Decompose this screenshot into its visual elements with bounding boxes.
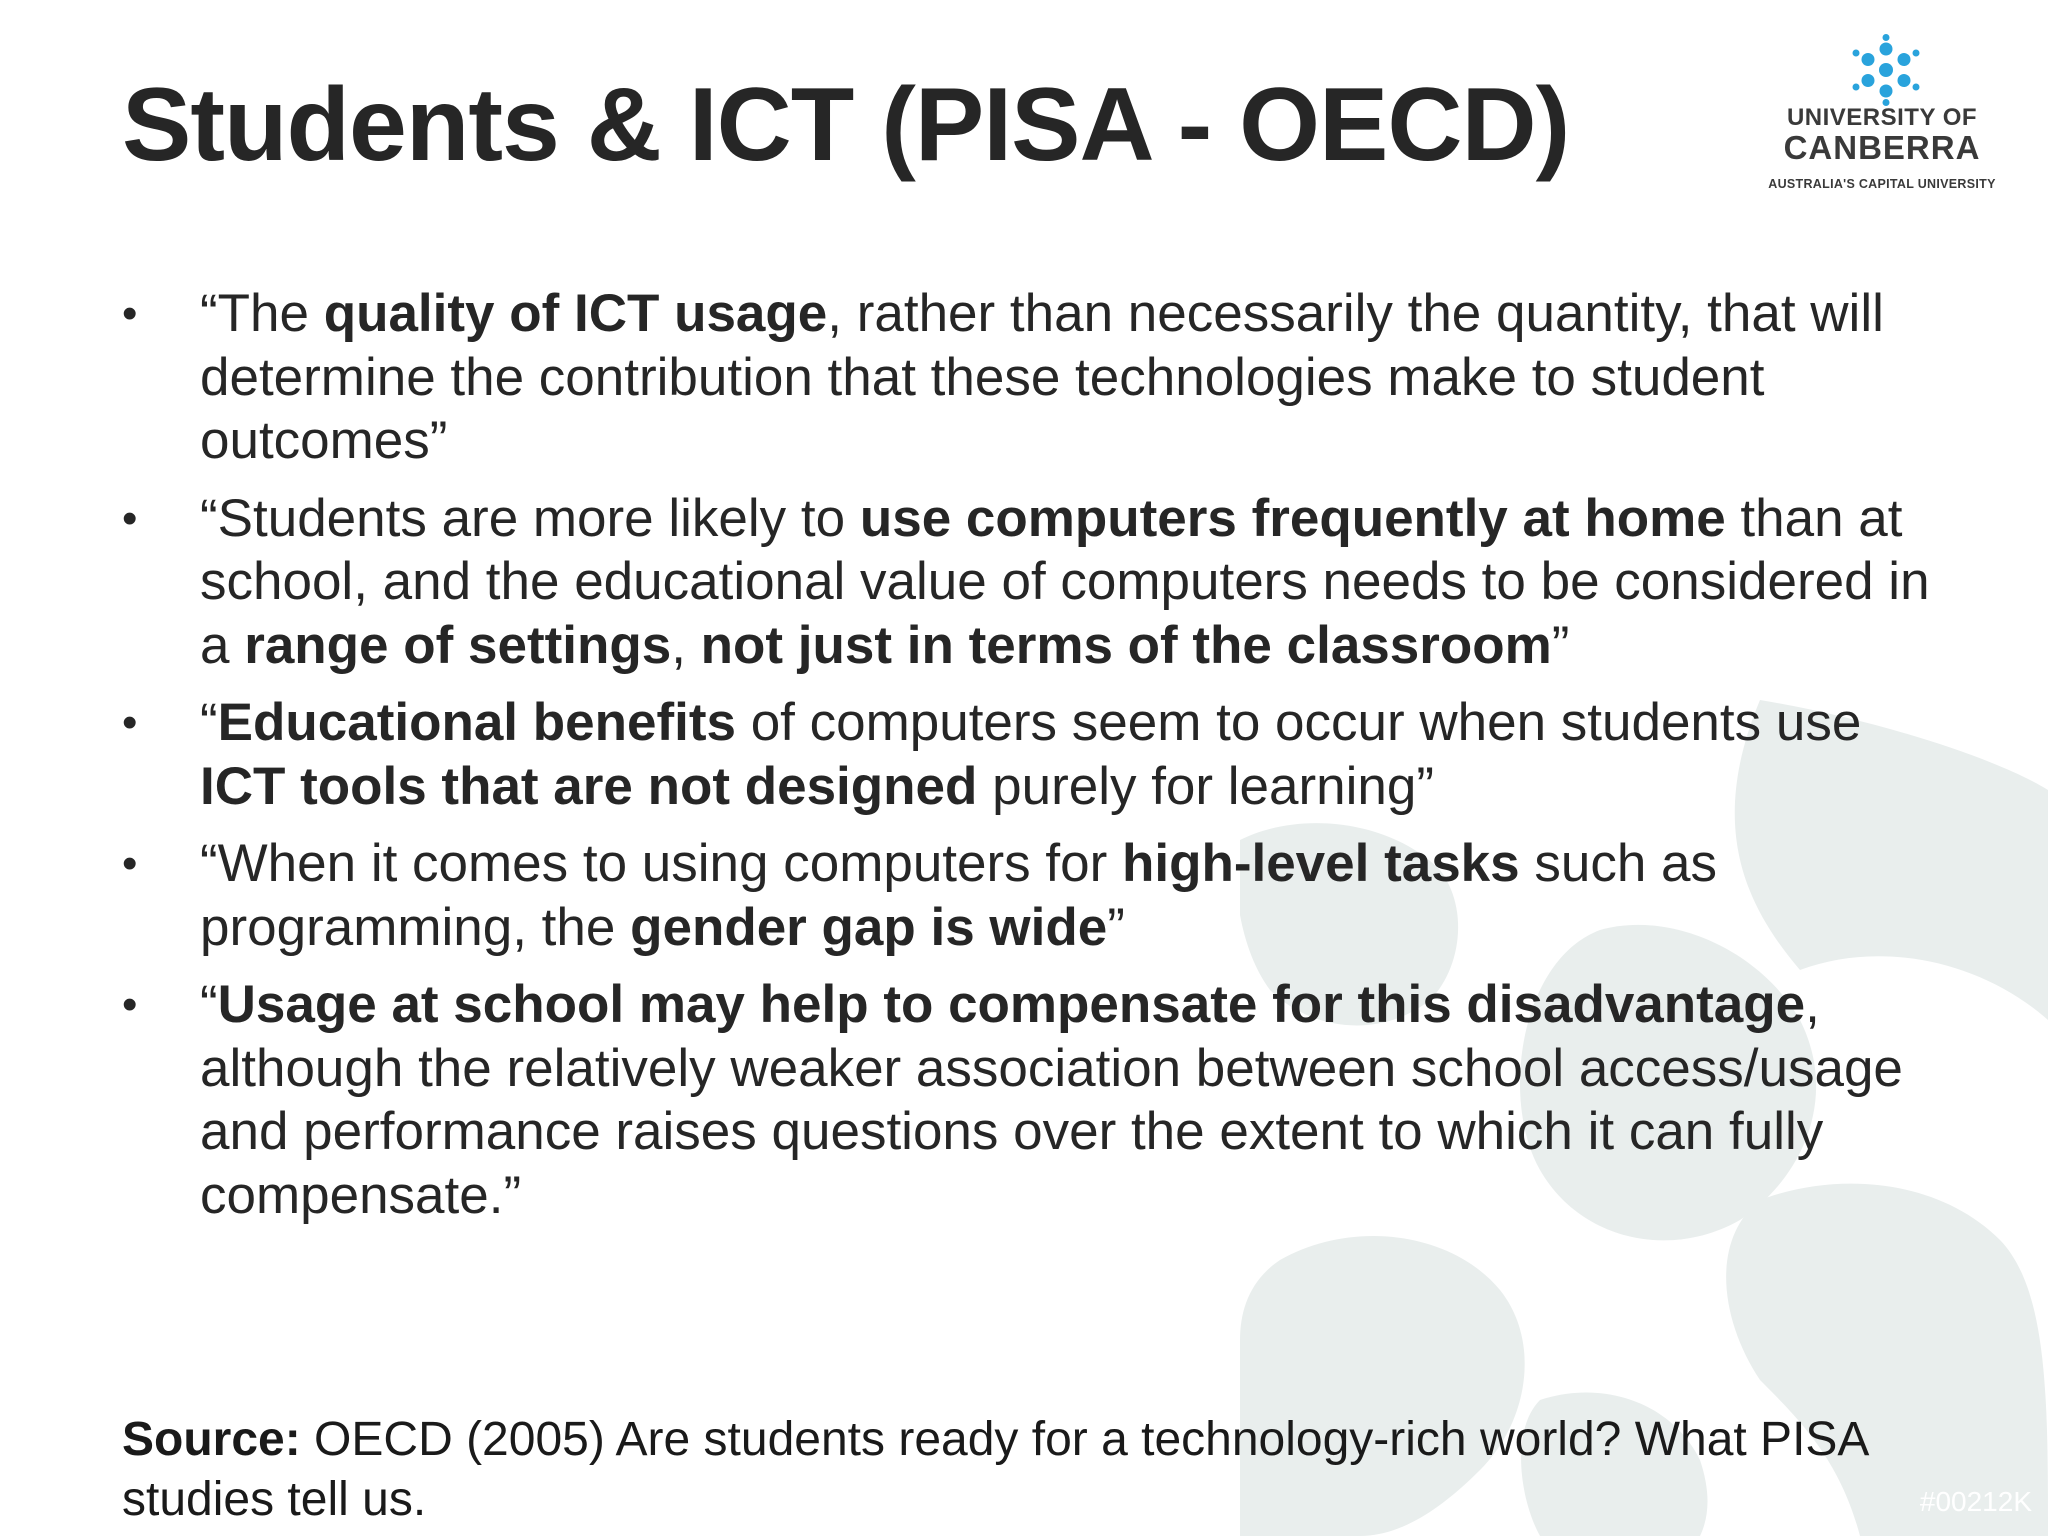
- slide-title: Students & ICT (PISA - OECD): [122, 67, 1570, 183]
- bullet-bold-text: high-level tasks: [1121, 834, 1520, 893]
- logo-text-university-of: UNIVERSITY OF: [1786, 104, 1978, 131]
- bullet-text: ”: [1551, 615, 1570, 675]
- bullet-text: than at school, and the educational value of computers needs to be considered in a: [200, 488, 1930, 675]
- bullet-bold-text: Usage at school may help to compensate for this disadvantage: [217, 975, 1806, 1034]
- bullet-text: “The: [200, 284, 324, 343]
- bullet-bold-text: quality of ICT usage: [323, 284, 828, 343]
- source-text: OECD (2005) Are students ready for a technology-rich world? What PISA studies tell us.: [122, 1413, 1867, 1526]
- bullet-item: [122, 832, 1942, 959]
- bullet-marker: •: [122, 289, 138, 338]
- bullet-bold-text: ICT tools that are not designed: [200, 756, 978, 816]
- bullet-bold-text: Educational benefits: [217, 693, 736, 752]
- slide-code: #00212K: [1919, 1486, 2032, 1517]
- bullet-marker: •: [122, 839, 138, 888]
- bullet-text: “: [200, 975, 218, 1034]
- bullet-text: purely for learning”: [977, 756, 1434, 816]
- bullet-item: [122, 282, 1942, 473]
- bullet-text: such as programming, the: [200, 834, 1718, 957]
- bullet-bold-text: gender gap is wide: [630, 897, 1108, 957]
- bullet-text: “Students are more likely to: [200, 488, 860, 548]
- bullet-text: ,: [671, 615, 701, 675]
- bullet-text: of computers seem to occur when students use: [735, 693, 1862, 752]
- bullet-marker: •: [122, 698, 138, 747]
- bullet-item: [122, 691, 1942, 818]
- logo-text-canberra: CANBERRA: [1783, 129, 1981, 166]
- bullet-text: ”: [1107, 897, 1125, 957]
- logo-tagline: AUSTRALIA'S CAPITAL UNIVERSITY: [1768, 177, 1996, 191]
- bullet-bold-text: use computers frequently at home: [859, 488, 1726, 548]
- bullet-text: “: [200, 693, 218, 752]
- snowflake-logo-icon: [1850, 34, 1922, 106]
- bullet-text: “When it comes to using computers for: [200, 834, 1122, 893]
- bullet-bold-text: range of settings: [244, 615, 672, 675]
- source-citation: [122, 1410, 1942, 1530]
- bullet-item: [122, 973, 1942, 1227]
- university-logo: [1752, 30, 2012, 200]
- bullet-bold-text: not just in terms of the classroom: [700, 615, 1552, 675]
- bullet-list: [122, 282, 1942, 1241]
- bullet-item: [122, 487, 1942, 678]
- bullet-text: , although the relatively weaker association between school access/usage and performance raises questions over the extent to which it can fully compensate.”: [200, 975, 1903, 1225]
- bullet-text: , rather than necessarily the quantity, that will determine the contribution that these technologies make to student outcomes”: [200, 284, 1884, 470]
- bullet-marker: •: [122, 493, 138, 543]
- source-label: Source:: [122, 1413, 301, 1466]
- bullet-marker: •: [122, 980, 138, 1029]
